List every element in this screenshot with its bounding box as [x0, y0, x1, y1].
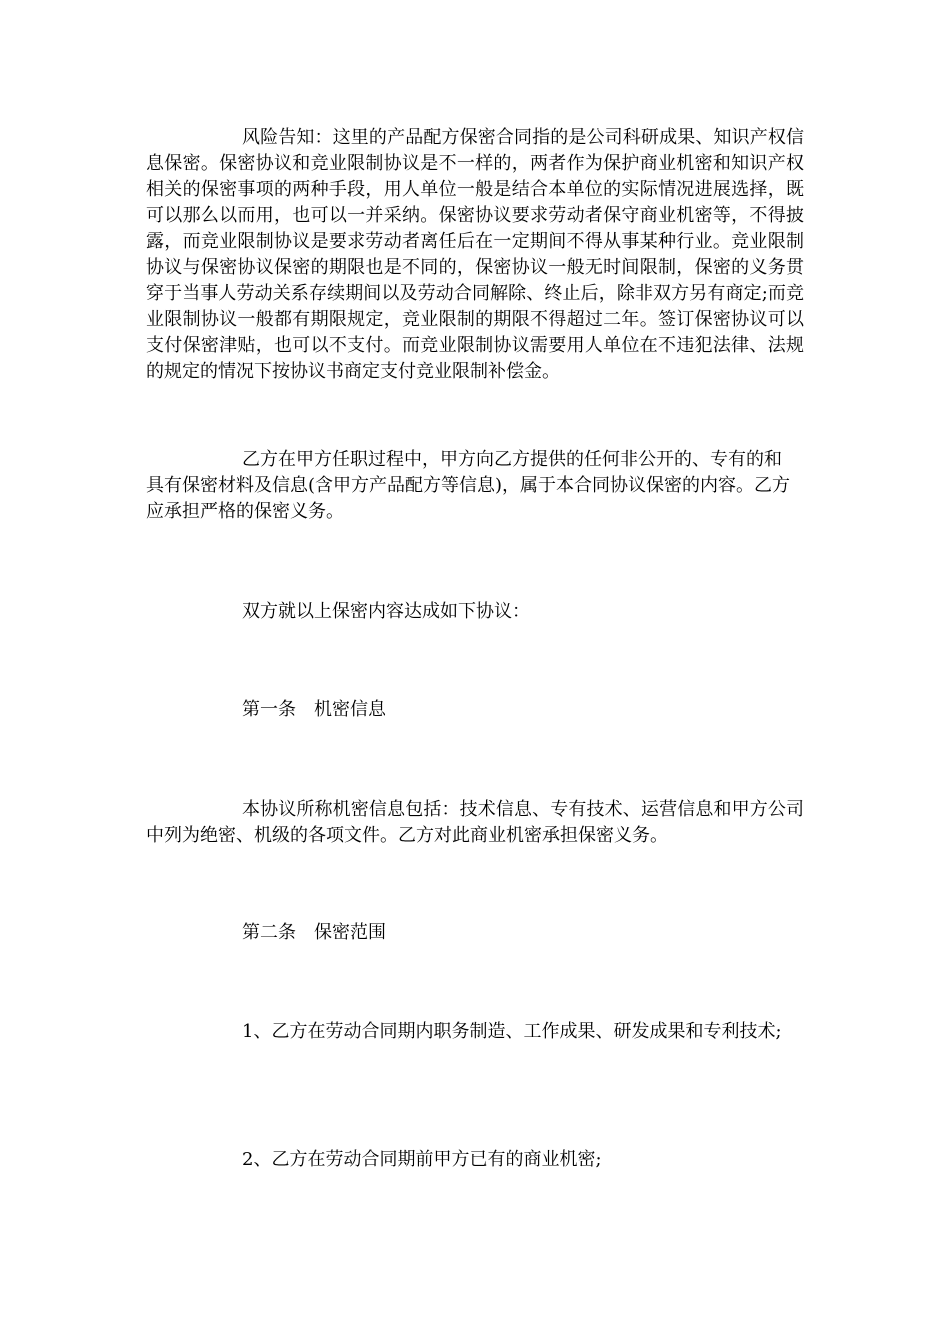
scope-item-2: 2、乙方在劳动合同期前甲方已有的商业机密;	[242, 1149, 602, 1170]
article-two-heading: 第二条 保密范围	[242, 922, 386, 943]
agreement-intro-paragraph: 双方就以上保密内容达成如下协议：	[242, 601, 530, 622]
risk-notice-paragraph: 风险告知：这里的产品配方保密合同指的是公司科研成果、知识产权信息保密。保密协议和竞业限制协议是不一样的，两者作为保护商业机密和知识产权相关的保密事项的两种手段，用人单位一般是结合本单位的实际情况进展选择，既可以那么以而用，也可以一并采纳。保密协议要求劳动者保守商业机密等，不得披露，而竞业限制协议是要求劳动者离任后在一定期间不得从事某种行业。竞业限制协议与保密协议保密的期限也是不同的，保密协议一般无时间限制，保密的义务贯穿于当事人劳动关系存续期间以及劳动合同解除、终止后，除非双方另有商定;而竞业限制协议一般都有期限规定，竞业限制的期限不得超过二年。签订保密协议可以支付保密津贴，也可以不支付。而竞业限制协议需要用人单位在不违犯法律、法规的规定的情况下按协议书商定支付竞业限制补偿金。	[146, 127, 804, 382]
confidential-info-paragraph: 乙方在甲方任职过程中，甲方向乙方提供的任何非公开的、专有的和具有保密材料及信息(含甲方产品配方等信息)，属于本合同协议保密的内容。乙方应承担严格的保密义务。	[146, 449, 791, 522]
article-one-paragraph: 本协议所称机密信息包括：技术信息、专有技术、运营信息和甲方公司中列为绝密、机级的各项文件。乙方对此商业机密承担保密义务。	[146, 799, 804, 846]
article-one-heading: 第一条 机密信息	[242, 699, 386, 720]
scope-item-1: 1、乙方在劳动合同期内职务制造、工作成果、研发成果和专利技术;	[242, 1021, 782, 1042]
